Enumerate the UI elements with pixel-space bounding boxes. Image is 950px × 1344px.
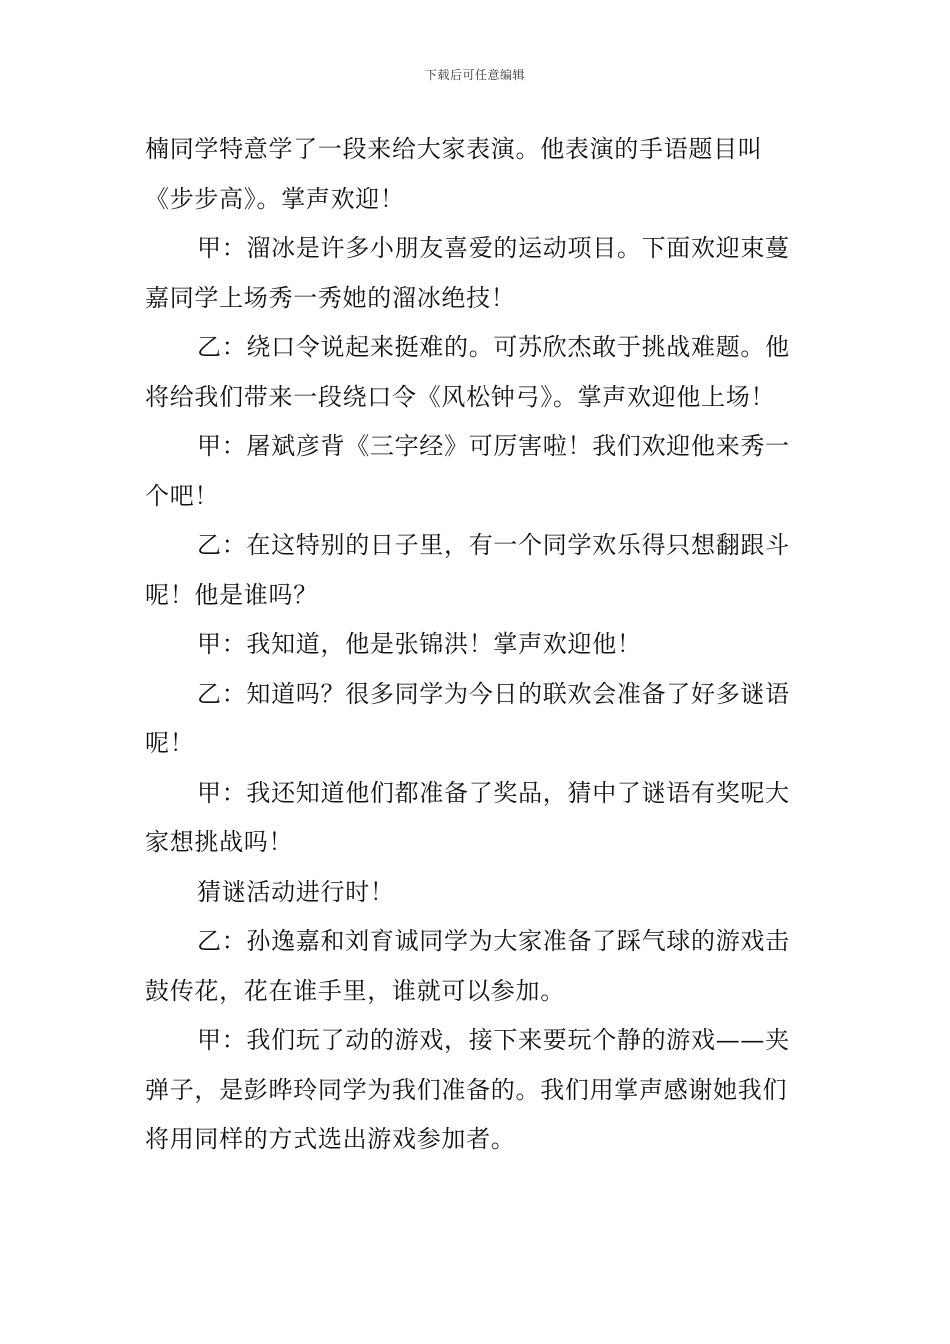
paragraph: 乙：在这特别的日子里，有一个同学欢乐得只想翻跟斗呢！他是谁吗？ [145,531,790,609]
paragraph: 乙：绕口令说起来挺难的。可苏欣杰敢于挑战难题。他将给我们带来一段绕口令《风松钟弓》。掌声欢迎他上场！ [145,333,790,411]
page-header: 下载后可任意编辑 [424,68,525,82]
document-body [145,125,810,1165]
paragraph: 甲：溜冰是许多小朋友喜爱的运动项目。下面欢迎束蔓嘉同学上场秀一秀她的溜冰绝技！ [145,234,790,312]
paragraph: 甲：我知道，他是张锦洪！掌声欢迎他！ [197,630,642,658]
paragraph: 乙：知道吗？很多同学为今日的联欢会准备了好多谜语呢！ [145,679,790,757]
paragraph: 乙：孙逸嘉和刘育诚同学为大家准备了踩气球的游戏击鼓传花，花在谁手里，谁就可以参加。 [145,927,790,1005]
paragraph: 甲：我还知道他们都准备了奖品，猜中了谜语有奖呢大家想挑战吗！ [145,778,790,856]
paragraph: 甲：屠斌彦背《三字经》可厉害啦！我们欢迎他来秀一个吧！ [145,432,790,510]
paragraph: 猜谜活动进行时！ [197,877,395,906]
paragraph: 甲：我们玩了动的游戏，接下来要玩个静的游戏——夹弹子，是彭晔玲同学为我们准备的。我们用掌声感谢她我们将用同样的方式选出游戏参加者。 [145,1026,790,1153]
paragraph: 楠同学特意学了一段来给大家表演。他表演的手语题目叫《步步高》。掌声欢迎！ [145,135,763,213]
